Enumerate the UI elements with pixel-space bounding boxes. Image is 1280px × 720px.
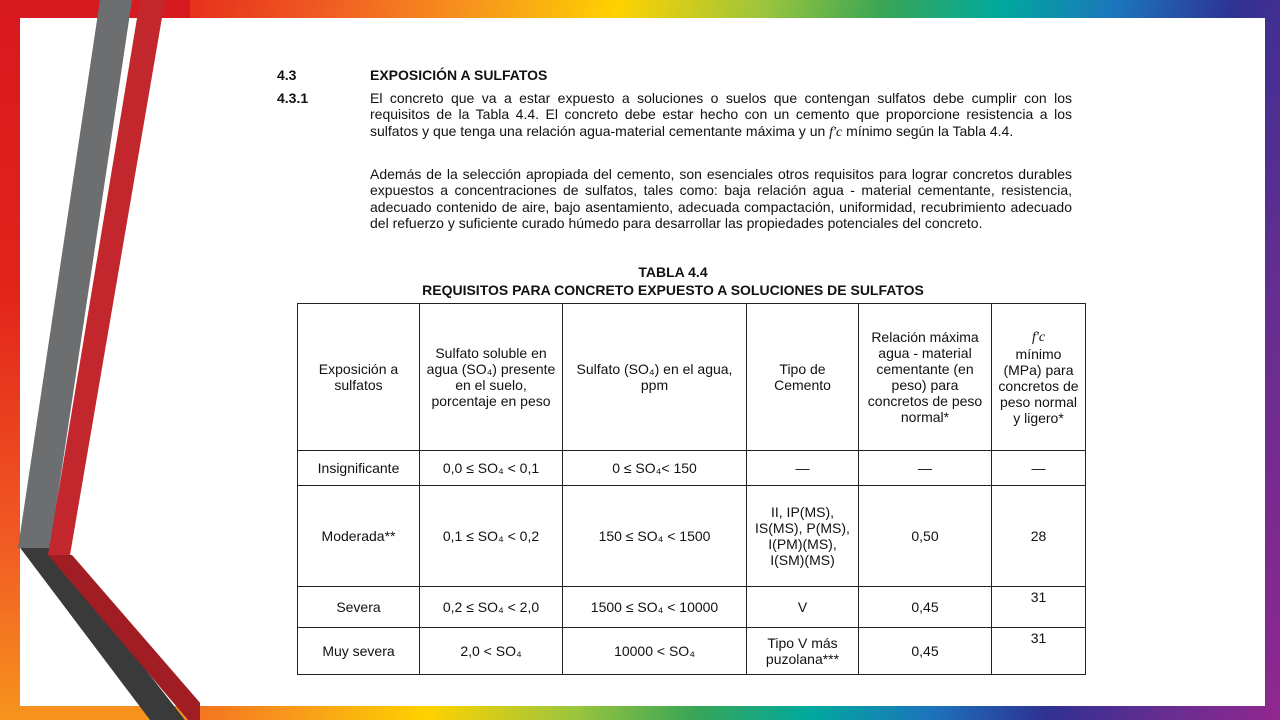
cell-water: 10000 < SO₄ xyxy=(563,628,747,675)
cell-fc: 31 xyxy=(992,587,1086,628)
cell-fc: — xyxy=(992,451,1086,486)
table-caption: TABLA 4.4 xyxy=(638,264,708,280)
cell-water: 150 ≤ SO₄ < 1500 xyxy=(563,486,747,587)
table-header-row xyxy=(298,304,1086,451)
header-cement-type: Tipo de Cemento xyxy=(747,304,859,451)
fc-symbol: f'c xyxy=(1031,330,1046,345)
cell-exposure: Muy severa xyxy=(298,628,420,675)
cell-soil: 2,0 < SO₄ xyxy=(420,628,563,675)
fc-symbol: f'c xyxy=(829,124,843,140)
cell-cement: V xyxy=(747,587,859,628)
header-water-ratio: Relación máxima agua - material cementante (en peso) para concretos de peso normal* xyxy=(859,304,992,451)
cell-cement: II, IP(MS), IS(MS), P(MS), I(PM)(MS), I(SM)(MS) xyxy=(747,486,859,587)
cell-fc: 31 xyxy=(992,628,1086,675)
sulfate-requirements-table xyxy=(297,303,1086,675)
cell-ratio: — xyxy=(859,451,992,486)
cell-exposure: Insignificante xyxy=(298,451,420,486)
cell-soil: 0,1 ≤ SO₄ < 0,2 xyxy=(420,486,563,587)
paragraph-2: Además de la selección apropiada del cemento, son esenciales otros requisitos para lograr concretos durables expuestos a concentraciones de sulfatos, tales como: baja relación agua - material cementante, resistencia, adecuado contenido de aire, bajo asentamiento, adecuada compactación, uniformidad, recubrimiento adecuado del refuerzo y suficiente curado húmedo para desarrollar las propiedades potenciales del concreto. xyxy=(370,166,1072,231)
cut-off-footnote xyxy=(370,674,1030,680)
cell-soil: 0,2 ≤ SO₄ < 2,0 xyxy=(420,587,563,628)
table-row xyxy=(298,628,1086,675)
header-soluble-sulfate: Sulfato soluble en agua (SO₄) presente en el suelo, porcentaje en peso xyxy=(420,304,563,451)
cell-water: 0 ≤ SO₄< 150 xyxy=(563,451,747,486)
cell-exposure: Severa xyxy=(298,587,420,628)
table-row xyxy=(298,451,1086,486)
table-row xyxy=(298,486,1086,587)
cell-cement: Tipo V más puzolana*** xyxy=(747,628,859,675)
paragraph-1 xyxy=(370,90,1072,141)
header-fc-text: mínimo (MPa) para concretos de peso normal y ligero* xyxy=(998,346,1079,426)
header-fc-min xyxy=(992,304,1086,451)
cell-exposure: Moderada** xyxy=(298,486,420,587)
cell-cement: — xyxy=(747,451,859,486)
table-row xyxy=(298,587,1086,628)
cell-ratio: 0,50 xyxy=(859,486,992,587)
cell-water: 1500 ≤ SO₄ < 10000 xyxy=(563,587,747,628)
section-number: 4.3 xyxy=(277,67,297,83)
header-exposure: Exposición a sulfatos xyxy=(298,304,420,451)
cell-ratio: 0,45 xyxy=(859,587,992,628)
cell-ratio: 0,45 xyxy=(859,628,992,675)
paragraph-1-start: El concreto que va a estar expuesto a soluciones o suelos que contengan sulfatos debe cumplir con los requisitos de la Tabla 4.4. El concreto debe estar hecho con un cemento que proporcione resistencia a los sulfatos y que tenga una relación agua-material cementante máxima y un xyxy=(370,90,1072,139)
paragraph-1-end: mínimo según la Tabla 4.4. xyxy=(842,122,1014,139)
section-title: EXPOSICIÓN A SULFATOS xyxy=(370,67,548,83)
cell-fc: 28 xyxy=(992,486,1086,587)
cell-soil: 0,0 ≤ SO₄ < 0,1 xyxy=(420,451,563,486)
subsection-number: 4.3.1 xyxy=(277,90,309,106)
table-title: REQUISITOS PARA CONCRETO EXPUESTO A SOLUCIONES DE SULFATOS xyxy=(422,282,924,298)
header-water-sulfate: Sulfato (SO₄) en el agua, ppm xyxy=(563,304,747,451)
